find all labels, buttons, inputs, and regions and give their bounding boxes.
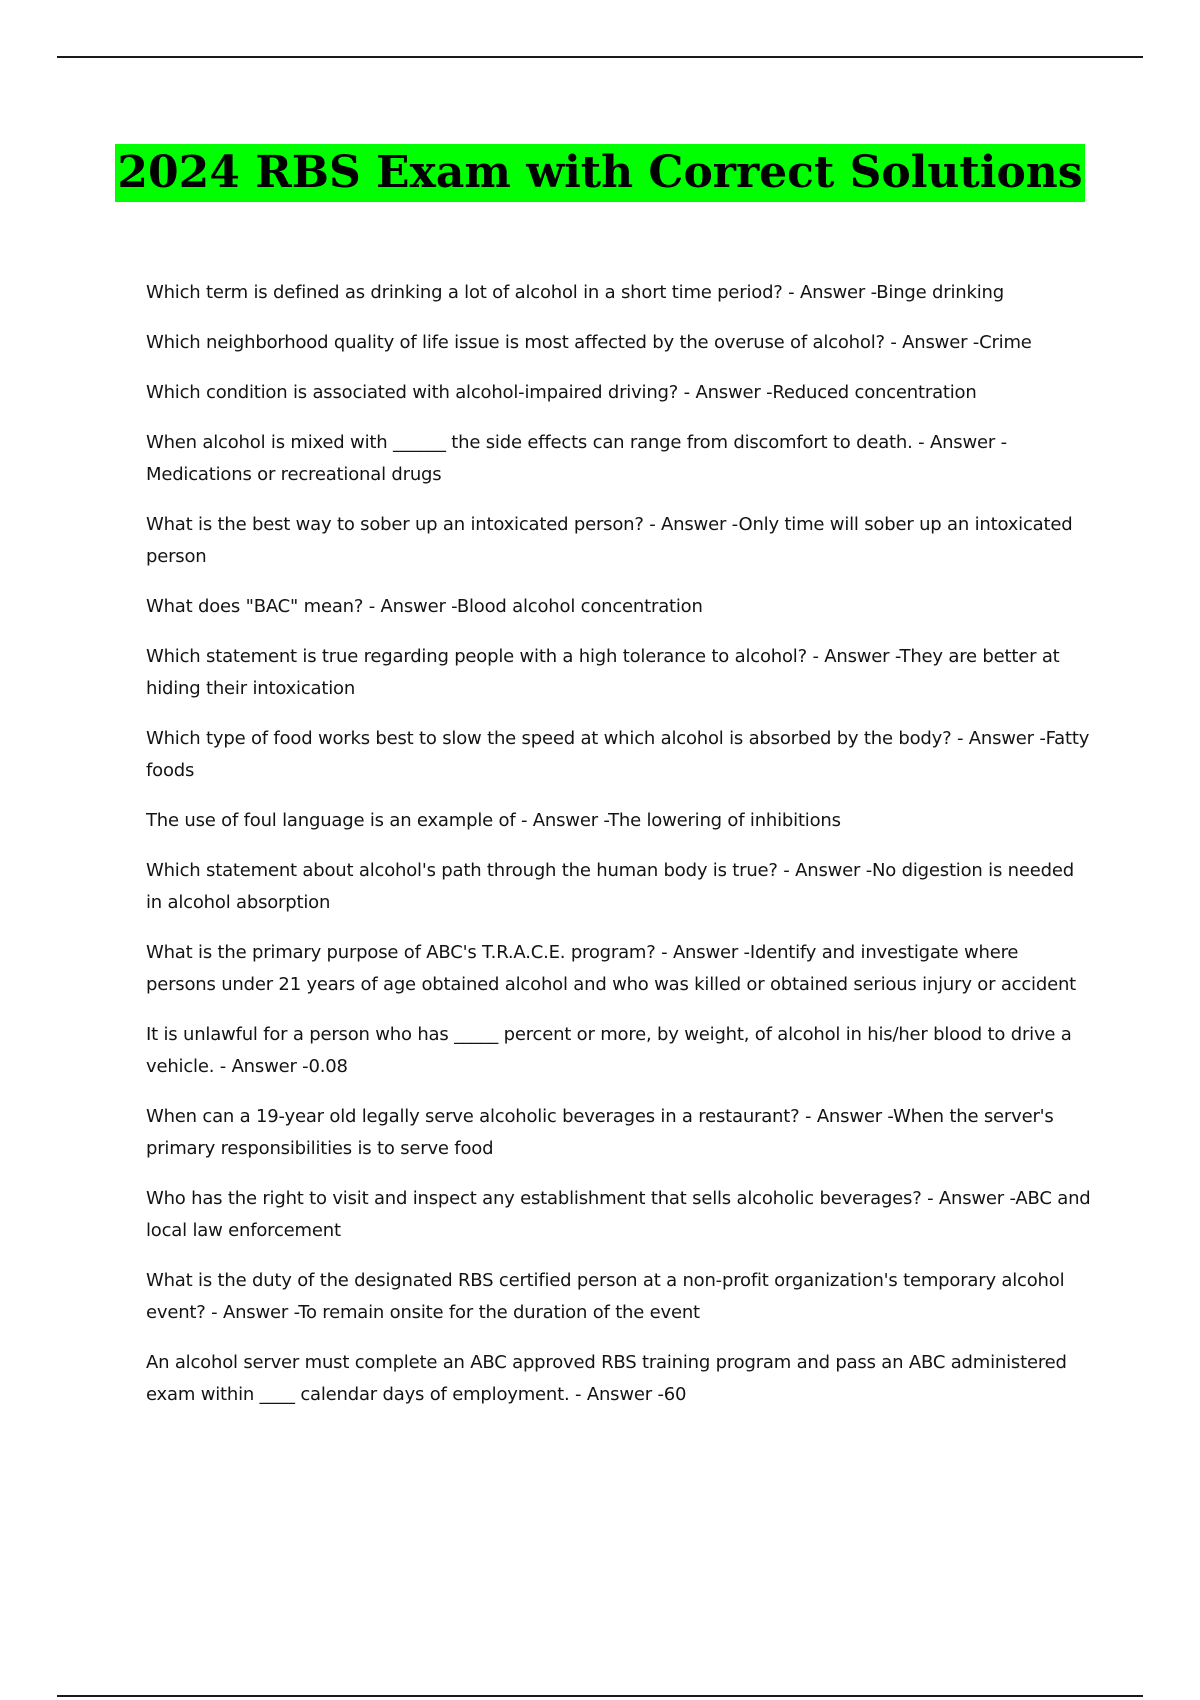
qa-item: What is the primary purpose of ABC's T.R.A.C.E. program? - Answer -Identify and investigate where persons under 21 years of age obtained alcohol and who was killed or obtained serious injury or accident (146, 942, 1077, 995)
qa-item: What does "BAC" mean? - Answer -Blood alcohol concentration (146, 596, 703, 617)
top-rule (57, 56, 1143, 58)
qa-item: When alcohol is mixed with ______ the side effects can range from discomfort to death. - Answer -Medications or recreational drugs (146, 432, 1007, 485)
qa-item: An alcohol server must complete an ABC approved RBS training program and pass an ABC administered exam within ____ calendar days of employment. - Answer -60 (146, 1352, 1067, 1405)
qa-item: The use of foul language is an example of - Answer -The lowering of inhibitions (146, 810, 841, 831)
qa-item: Which statement about alcohol's path through the human body is true? - Answer -No digestion is needed in alcohol absorption (146, 860, 1074, 913)
bottom-rule (57, 1695, 1143, 1697)
qa-item: Which neighborhood quality of life issue is most affected by the overuse of alcohol? - Answer -Crime (146, 332, 1032, 353)
qa-item: It is unlawful for a person who has _____ percent or more, by weight, of alcohol in his/her blood to drive a vehicle. - Answer -0.08 (146, 1024, 1072, 1077)
document-title: 2024 RBS Exam with Correct Solutions (115, 144, 1084, 202)
qa-item: Who has the right to visit and inspect any establishment that sells alcoholic beverages? - Answer -ABC and local law enforcement (146, 1188, 1091, 1241)
qa-item: When can a 19-year old legally serve alcoholic beverages in a restaurant? - Answer -When the server's primary responsibilities is to serve food (146, 1106, 1054, 1159)
qa-item: What is the best way to sober up an intoxicated person? - Answer -Only time will sober up an intoxicated person (146, 514, 1073, 567)
qa-item: What is the duty of the designated RBS certified person at a non-profit organization's temporary alcohol event? - Answer -To remain onsite for the duration of the event (146, 1270, 1065, 1323)
qa-item: Which type of food works best to slow the speed at which alcohol is absorbed by the body? - Answer -Fatty foods (146, 728, 1090, 781)
qa-item: Which condition is associated with alcohol-impaired driving? - Answer -Reduced concentration (146, 382, 977, 403)
qa-item: Which term is defined as drinking a lot of alcohol in a short time period? - Answer -Binge drinking (146, 282, 1004, 303)
qa-item: Which statement is true regarding people with a high tolerance to alcohol? - Answer -They are better at hiding their intoxication (146, 646, 1060, 699)
question-answer-list (146, 277, 1091, 1429)
title-block (0, 144, 1200, 202)
